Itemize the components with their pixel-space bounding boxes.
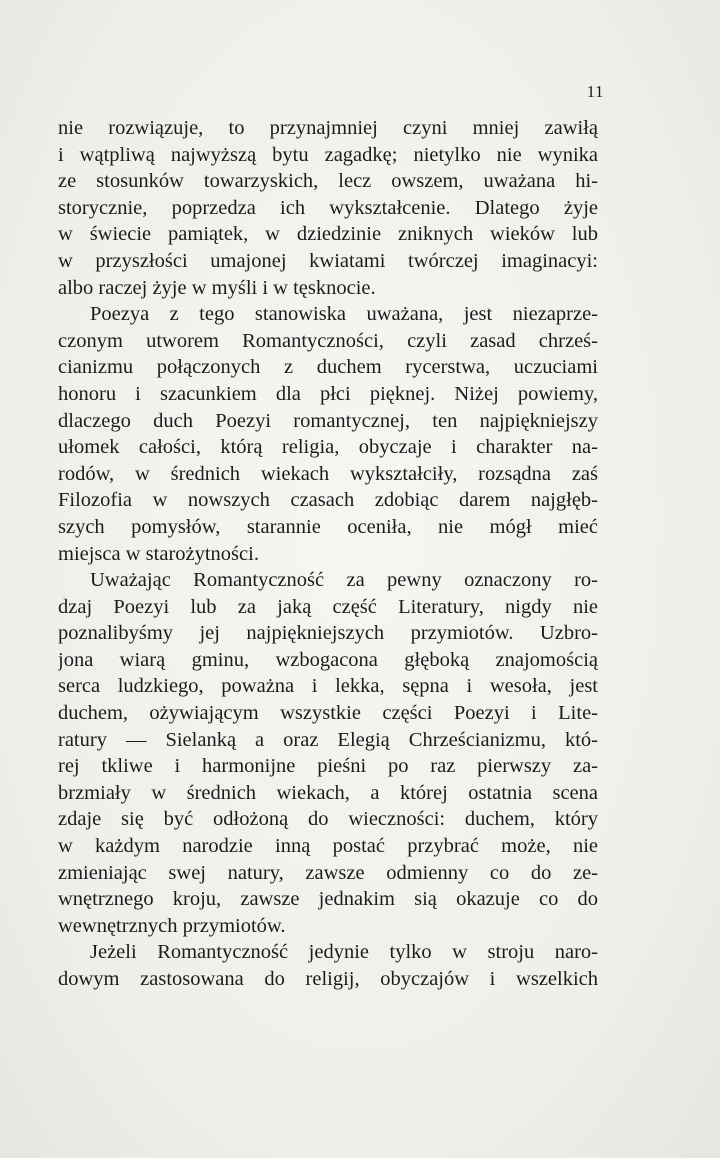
text-line: jona wiarą gminu, wzbogacona głęboką znajomością — [58, 648, 598, 671]
text-line: brzmiały w średnich wiekach, a której ostatnia scena — [58, 781, 598, 804]
text-line: Filozofia w nowszych czasach zdobiąc darem najgłęb- — [58, 489, 598, 512]
text-line: ze stosunków towarzyskich, lecz owszem, uważana hi- — [58, 170, 598, 193]
text-line: honoru i szacunkiem dla płci pięknej. Niżej powiemy, — [58, 382, 598, 405]
text-line: i wątpliwą najwyższą bytu zagadkę; nietylko nie wynika — [58, 143, 598, 166]
text-line: miejsca w starożytności. — [58, 542, 259, 565]
text-line: rodów, w średnich wiekach wykształciły, rozsądna zaś — [58, 462, 598, 485]
text-line: ratury — Sielanką a oraz Elegią Chrześcianizmu, któ- — [58, 728, 598, 751]
text-line: zdaje się być odłożoną do wieczności: duchem, który — [58, 808, 598, 831]
text-line: szych pomysłów, starannie oceniła, nie mógł mieć — [58, 515, 598, 538]
text-line: dowym zastosowana do religij, obyczajów i wszelkich — [58, 968, 598, 990]
text-line: Poezya z tego stanowiska uważana, jest niezaprze- — [90, 303, 598, 326]
paragraph-2 — [58, 301, 598, 567]
text-line: Jeżeli Romantyczność jedynie tylko w stroju naro- — [90, 941, 598, 964]
paragraph-3 — [58, 567, 598, 939]
text-line: wnętrznego kroju, zawsze jednakim sią okazuje co do — [58, 888, 598, 911]
text-line: rej tkliwe i harmonijne pieśni po raz pierwszy za- — [58, 755, 598, 778]
text-line: serca ludzkiego, poważna i lekka, sępna i wesoła, jest — [58, 675, 598, 698]
text-line: albo raczej żyje w myśli i w tęsknocie. — [58, 276, 376, 299]
text-line: w świecie pamiątek, w dziedzinie zniknych wieków lub — [58, 223, 598, 246]
text-line: wewnętrznych przymiotów. — [58, 914, 286, 937]
paragraph-1 — [58, 115, 598, 301]
body-text — [58, 115, 598, 993]
text-line: poznalibyśmy jej najpiękniejszych przymiotów. Uzbro- — [58, 622, 598, 645]
text-line: ułomek całości, którą religia, obyczaje i charakter na- — [58, 436, 598, 459]
text-line: dlaczego duch Poezyi romantycznej, ten najpiękniejszy — [58, 409, 598, 432]
text-line: nie rozwiązuje, to przynajmniej czyni mniej zawiłą — [58, 117, 598, 139]
text-line: w każdym narodzie inną postać przybrać może, nie — [58, 835, 598, 858]
text-line: zmieniając swej natury, zawsze odmienny co do ze- — [58, 861, 598, 884]
text-line: cianizmu połączonych z duchem rycerstwa, uczuciami — [58, 356, 598, 379]
page-number: 11 — [586, 82, 604, 101]
text-line: dzaj Poezyi lub za jaką część Literatury, nigdy nie — [58, 595, 598, 618]
paragraph-4 — [58, 939, 598, 992]
text-line: Uważając Romantyczność za pewny oznaczony ro- — [90, 569, 598, 592]
text-line: czonym utworem Romantyczności, czyli zasad chrześ- — [58, 329, 598, 352]
text-line: duchem, ożywiającym wszystkie części Poezyi i Lite- — [58, 702, 598, 725]
text-line: w przyszłości umajonej kwiatami twórczej imaginacyi: — [58, 249, 598, 272]
text-line: storycznie, poprzedza ich wykształcenie. Dlatego żyje — [58, 196, 598, 219]
